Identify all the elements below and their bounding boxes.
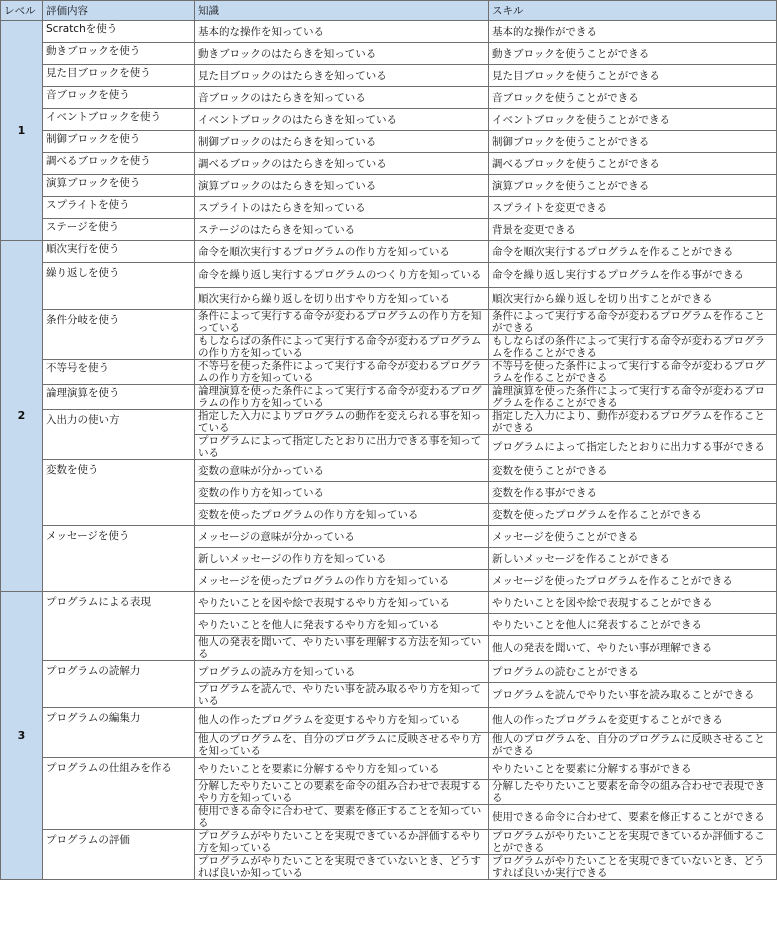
skill-cell: プログラムがやりたいことを実現できていないとき、どうすれば良いか実行できる [489,855,777,880]
skill-cell: 論理演算を使った条件によって実行する命令が変わるプログラムを作ることができる [489,385,777,410]
table-row [1,410,777,435]
knowledge-cell: 変数の意味が分かっている [195,460,489,482]
table-row [1,131,777,153]
knowledge-cell: もしならばの条件によって実行する命令が変わるプログラムの作り方を知っている [195,335,489,360]
knowledge-cell: 基本的な操作を知っている [195,21,489,43]
table-row [1,310,777,335]
skill-cell: 指定した入力により、動作が変わるプログラムを作ることができる [489,410,777,435]
item-cell: 変数を使う [43,460,195,526]
knowledge-cell: 演算ブロックのはたらきを知っている [195,175,489,197]
item-cell: 見た目ブロックを使う [43,65,195,87]
skill-cell: 調べるブロックを使うことができる [489,153,777,175]
skill-cell: 順次実行から繰り返しを切り出すことができる [489,288,777,310]
item-cell: 演算ブロックを使う [43,175,195,197]
skill-cell: 命令を順次実行するプログラムを作ることができる [489,241,777,263]
knowledge-cell: 新しいメッセージの作り方を知っている [195,548,489,570]
knowledge-cell: 音ブロックのはたらきを知っている [195,87,489,109]
skill-cell: 音ブロックを使うことができる [489,87,777,109]
skill-cell: 見た目ブロックを使うことができる [489,65,777,87]
table-row [1,460,777,482]
knowledge-cell: プログラムがやりたいことを実現できているか評価するやり方を知っている [195,830,489,855]
table-row [1,109,777,131]
knowledge-cell: 他人の発表を聞いて、やりたい事を理解する方法を知っている [195,636,489,661]
knowledge-cell: メッセージの意味が分かっている [195,526,489,548]
knowledge-cell: 条件によって実行する命令が変わるプログラムの作り方を知っている [195,310,489,335]
table-row [1,219,777,241]
item-cell: プログラムによる表現 [43,592,195,661]
knowledge-cell: イベントブロックのはたらきを知っている [195,109,489,131]
level-cell: 3 [1,592,43,880]
item-cell: Scratchを使う [43,21,195,43]
table-row [1,661,777,683]
skill-cell: 背景を変更できる [489,219,777,241]
item-cell: 制御ブロックを使う [43,131,195,153]
knowledge-cell: 変数を使ったプログラムの作り方を知っている [195,504,489,526]
header-row [1,1,777,21]
table-row [1,241,777,263]
item-cell: プログラムの読解力 [43,661,195,708]
header-item: 評価内容 [43,1,195,21]
item-cell: イベントブロックを使う [43,109,195,131]
skill-cell: やりたいことを要素に分解する事ができる [489,758,777,780]
skill-cell: 他人の作ったプログラムを変更することができる [489,708,777,733]
knowledge-cell: 他人のプログラムを、自分のプログラムに反映させるやり方を知っている [195,733,489,758]
skill-cell: やりたいことを他人に発表することができる [489,614,777,636]
table-row [1,87,777,109]
skill-cell: 他人のプログラムを、自分のプログラムに反映させることができる [489,733,777,758]
item-cell: プログラムの評価 [43,830,195,880]
table-body [1,21,777,880]
item-cell: プログラムの仕組みを作る [43,758,195,830]
table-row [1,197,777,219]
item-cell: 繰り返しを使う [43,263,195,310]
skill-cell: 条件によって実行する命令が変わるプログラムを作ることができる [489,310,777,335]
knowledge-cell: ステージのはたらきを知っている [195,219,489,241]
knowledge-cell: スプライトのはたらきを知っている [195,197,489,219]
table-row [1,175,777,197]
skill-cell: プログラムによって指定したとおりに出力する事ができる [489,435,777,460]
skill-cell: 命令を繰り返し実行するプログラムを作る事ができる [489,263,777,288]
skill-cell: やりたいことを図や絵で表現することができる [489,592,777,614]
item-cell: メッセージを使う [43,526,195,592]
skill-cell: 分解したやりたいこと要素を命令の組み合わせで表現できる [489,780,777,805]
skill-cell: 演算ブロックを使うことができる [489,175,777,197]
item-cell: 入出力の使い方 [43,410,195,460]
skill-cell: プログラムがやりたいことを実現できているか評価することができる [489,830,777,855]
skill-cell: 変数を作る事ができる [489,482,777,504]
item-cell: 動きブロックを使う [43,43,195,65]
table-row [1,153,777,175]
knowledge-cell: プログラムによって指定したとおりに出力できる事を知っている [195,435,489,460]
item-cell: スプライトを使う [43,197,195,219]
table-row [1,708,777,733]
skill-cell: 基本的な操作ができる [489,21,777,43]
knowledge-cell: 動きブロックのはたらきを知っている [195,43,489,65]
skill-cell: プログラムの読むことができる [489,661,777,683]
knowledge-cell: 使用できる命令に合わせて、要素を修正することを知っている [195,805,489,830]
skill-cell: スプライトを変更できる [489,197,777,219]
table-row [1,263,777,288]
knowledge-cell: 不等号を使った条件によって実行する命令が変わるプログラムの作り方を知っている [195,360,489,385]
knowledge-cell: 論理演算を使った条件によって実行する命令が変わるプログラムの作り方を知っている [195,385,489,410]
item-cell: 調べるブロックを使う [43,153,195,175]
skill-cell: イベントブロックを使うことができる [489,109,777,131]
skill-cell: 動きブロックを使うことができる [489,43,777,65]
header-knowledge: 知識 [195,1,489,21]
table-row [1,43,777,65]
skill-cell: 不等号を使った条件によって実行する命令が変わるプログラムを作ることができる [489,360,777,385]
item-cell: 不等号を使う [43,360,195,385]
knowledge-cell: 指定した入力によりプログラムの動作を変えられる事を知っている [195,410,489,435]
skill-cell: 他人の発表を聞いて、やりたい事が理解できる [489,636,777,661]
knowledge-cell: プログラムを読んで、やりたい事を読み取るやり方を知っている [195,683,489,708]
table-row [1,385,777,410]
skill-cell: 制御ブロックを使うことができる [489,131,777,153]
item-cell: プログラムの編集力 [43,708,195,758]
skill-cell: 変数を使うことができる [489,460,777,482]
knowledge-cell: 命令を順次実行するプログラムの作り方を知っている [195,241,489,263]
table-row [1,360,777,385]
item-cell: ステージを使う [43,219,195,241]
item-cell: 音ブロックを使う [43,87,195,109]
knowledge-cell: 命令を繰り返し実行するプログラムのつくり方を知っている [195,263,489,288]
skill-cell: メッセージを使ったプログラムを作ることができる [489,570,777,592]
knowledge-cell: プログラムの読み方を知っている [195,661,489,683]
table-row [1,526,777,548]
knowledge-cell: やりたいことを要素に分解するやり方を知っている [195,758,489,780]
header-skill: スキル [489,1,777,21]
knowledge-cell: 調べるブロックのはたらきを知っている [195,153,489,175]
level-cell: 2 [1,241,43,592]
knowledge-cell: 見た目ブロックのはたらきを知っている [195,65,489,87]
item-cell: 条件分岐を使う [43,310,195,360]
knowledge-cell: 制御ブロックのはたらきを知っている [195,131,489,153]
skill-cell: プログラムを読んでやりたい事を読み取ることができる [489,683,777,708]
knowledge-cell: 変数の作り方を知っている [195,482,489,504]
knowledge-cell: 順次実行から繰り返しを切り出すやり方を知っている [195,288,489,310]
skill-cell: メッセージを使うことができる [489,526,777,548]
knowledge-cell: やりたいことを図や絵で表現するやり方を知っている [195,592,489,614]
table-row [1,758,777,780]
table-row [1,592,777,614]
knowledge-cell: 分解したやりたいことの要素を命令の組み合わせで表現するやり方を知っている [195,780,489,805]
table-row [1,65,777,87]
skill-cell: 変数を使ったプログラムを作ることができる [489,504,777,526]
knowledge-cell: メッセージを使ったプログラムの作り方を知っている [195,570,489,592]
knowledge-cell: やりたいことを他人に発表するやり方を知っている [195,614,489,636]
table-row [1,830,777,855]
table-row [1,21,777,43]
knowledge-cell: 他人の作ったプログラムを変更するやり方を知っている [195,708,489,733]
skill-cell: 新しいメッセージを作ることができる [489,548,777,570]
item-cell: 順次実行を使う [43,241,195,263]
level-cell: 1 [1,21,43,241]
skill-cell: もしならばの条件によって実行する命令が変わるプログラムを作ることができる [489,335,777,360]
skill-cell: 使用できる命令に合わせて、要素を修正することができる [489,805,777,830]
item-cell: 論理演算を使う [43,385,195,410]
knowledge-cell: プログラムがやりたいことを実現できていないとき、どうすれば良いか知っている [195,855,489,880]
header-level: レベル [1,1,43,21]
